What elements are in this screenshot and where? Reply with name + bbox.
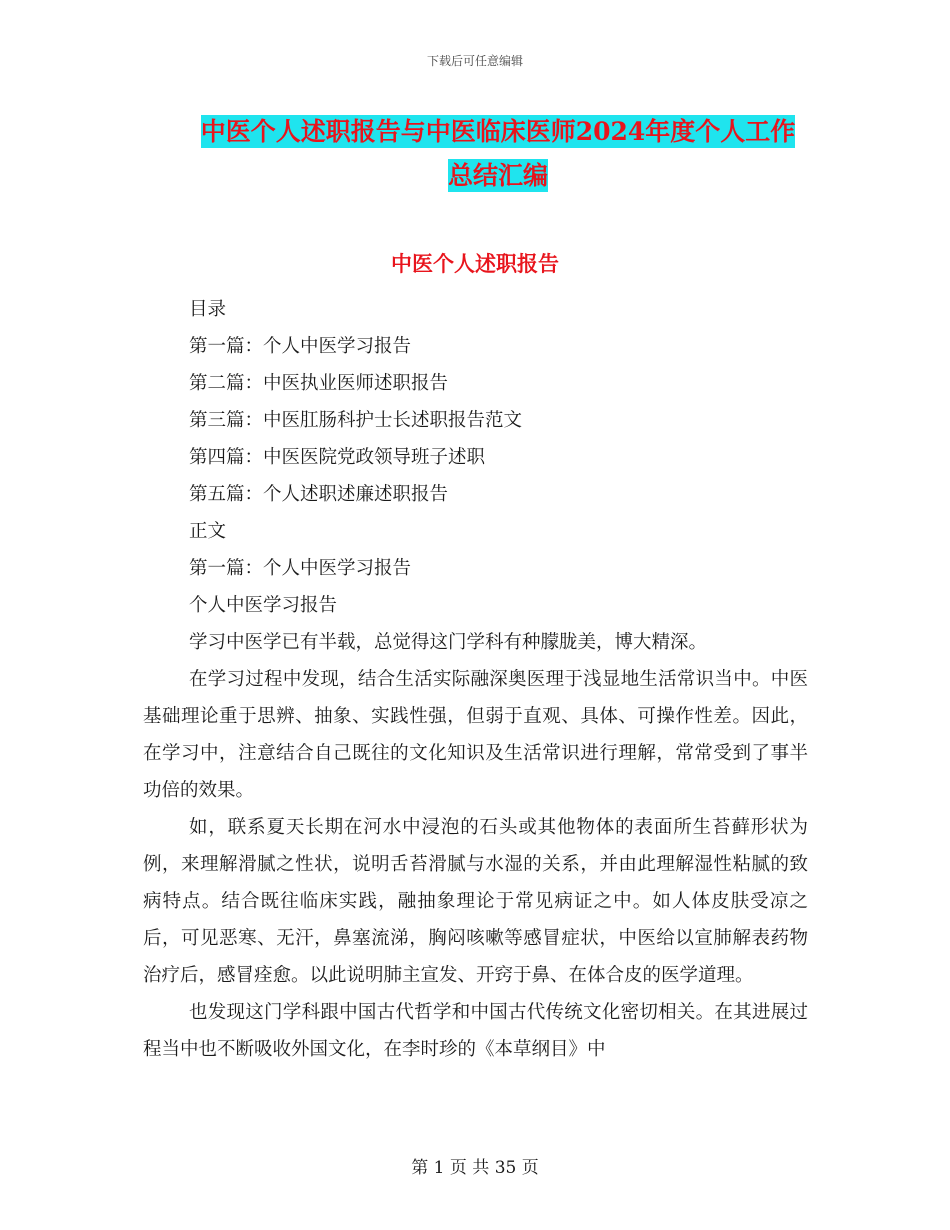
paragraph: 学习中医学已有半载，总觉得这门学科有种朦胧美，博大精深。: [189, 632, 708, 653]
title-line-2: 总结汇编: [447, 161, 548, 190]
document-body: [143, 291, 808, 1068]
toc-item: 第五篇：个人述职述廉述职报告: [189, 484, 449, 505]
title-line-1: 中医个人述职报告与中医临床医师2024年度个人工作: [200, 117, 796, 146]
toc-heading: 目录: [189, 299, 227, 320]
paragraph: 在学习过程中发现，结合生活实际融深奥医理于浅显地生活常识当中。中医基础理论重于思辨、抽象、实践性强，但弱于直观、具体、可操作性差。因此，在学习中，注意结合自己既往的文化知识及生活常识进行理解，常常受到了事半功倍的效果。: [143, 669, 808, 801]
document-title: [188, 110, 808, 198]
paragraph: 也发现这门学科跟中国古代哲学和中国古代传统文化密切相关。在其进展过程当中也不断吸收外国文化，在李时珍的《本草纲目》中: [143, 1002, 808, 1060]
article-title: 个人中医学习报告: [189, 595, 338, 616]
toc-item: 第一篇：个人中医学习报告: [189, 336, 412, 357]
toc-item: 第三篇：中医肛肠科护士长述职报告范文: [189, 410, 523, 431]
page-header-note: 下载后可任意编辑: [426, 54, 523, 68]
toc-item: 第四篇：中医医院党政领导班子述职: [189, 447, 486, 468]
body-heading: 正文: [189, 521, 227, 542]
chapter-heading: 第一篇：个人中医学习报告: [189, 558, 412, 579]
section-title: 中医个人述职报告: [391, 251, 559, 276]
page-footer: 第 1 页 共 35 页: [411, 1158, 539, 1178]
paragraph: 如，联系夏天长期在河水中浸泡的石头或其他物体的表面所生苔藓形状为例，来理解滑腻之性状，说明舌苔滑腻与水湿的关系，并由此理解湿性粘腻的致病特点。结合既往临床实践，融抽象理论于常见病证之中。如人体皮肤受凉之后，可见恶寒、无汗，鼻塞流涕，胸闷咳嗽等感冒症状，中医给以宣肺解表药物治疗后，感冒痊愈。以此说明肺主宣发、开窍于鼻、在体合皮的医学道理。: [143, 817, 808, 986]
toc-item: 第二篇：中医执业医师述职报告: [189, 373, 449, 394]
